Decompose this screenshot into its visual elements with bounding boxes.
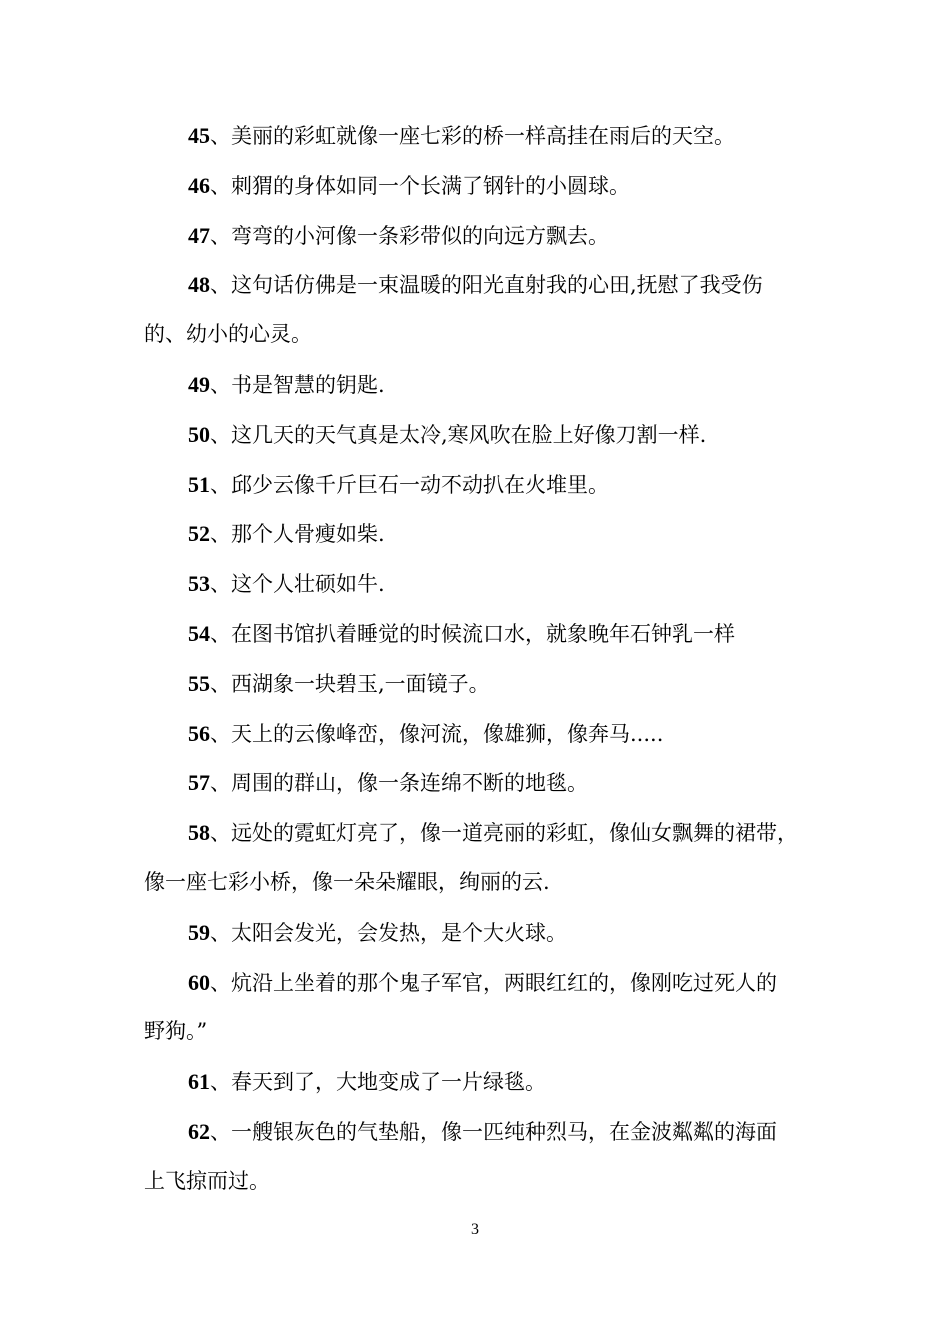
sentence-item [144,709,812,759]
sentence-text: 上飞掠而过。 [144,1168,270,1193]
sentence-item [144,1057,812,1107]
sentence-item [144,808,812,858]
sentence-number: 57 [188,770,210,796]
sentence-continuation [144,1157,812,1207]
sentence-text: 、西湖象一块碧玉,一面镜子。 [210,671,490,696]
sentence-item [144,410,812,460]
sentence-number: 53 [188,571,210,597]
sentence-text: 野狗。” [144,1019,208,1044]
sentence-number: 54 [188,620,210,646]
sentence-number: 51 [188,471,210,497]
sentence-text: 像一座七彩小桥，像一朵朵耀眼，绚丽的云. [144,869,550,894]
sentence-text: 、一艘银灰色的气垫船，像一匹纯种烈马，在金波粼粼的海面 [210,1119,777,1144]
sentence-item [144,161,812,211]
sentence-item [144,111,812,161]
sentence-number: 48 [188,272,210,298]
sentence-item [144,260,812,310]
sentence-number: 61 [188,1069,210,1095]
sentence-text: 、炕沿上坐着的那个鬼子军官，两眼红红的，像刚吃过死人的 [210,970,777,995]
sentence-text: 、周围的群山，像一条连绵不断的地毯。 [210,771,588,796]
sentence-text: 、这句话仿佛是一束温暖的阳光直射我的心田,抚慰了我受伤 [210,273,763,298]
sentence-number: 50 [188,421,210,447]
sentence-item [144,758,812,808]
sentence-text: 、天上的云像峰峦，像河流，像雄狮，像奔马..... [210,721,664,746]
sentence-number: 62 [188,1118,210,1144]
sentence-number: 55 [188,670,210,696]
sentence-number: 60 [188,969,210,995]
sentence-number: 49 [188,371,210,397]
sentence-item [144,211,812,261]
sentence-number: 45 [188,123,210,148]
sentence-text: 、在图书馆扒着睡觉的时候流口水，就象晚年石钟乳一样 [210,621,735,646]
page-number: 3 [471,1221,479,1238]
sentence-continuation [144,1007,812,1057]
sentence-text: 、远处的霓虹灯亮了，像一道亮丽的彩虹，像仙女飘舞的裙带， [210,821,798,846]
sentence-number: 47 [188,222,210,248]
sentence-item [144,460,812,510]
sentence-item [144,958,812,1008]
sentence-number: 52 [188,521,210,547]
sentence-text: 、弯弯的小河像一条彩带似的向远方飘去。 [210,223,609,248]
sentence-text: 、邱少云像千斤巨石一动不动扒在火堆里。 [210,472,609,497]
sentence-continuation [144,310,812,360]
sentence-continuation [144,858,812,908]
sentence-list [144,111,812,1207]
sentence-text: 、美丽的彩虹就像一座七彩的桥一样高挂在雨后的天空。 [210,124,735,148]
sentence-number: 59 [188,919,210,945]
sentence-text: 、这几天的天气真是太冷,寒风吹在脸上好像刀割一样. [210,422,707,447]
sentence-text: 、太阳会发光，会发热，是个大火球。 [210,920,567,945]
sentence-item [144,509,812,559]
sentence-text: 的、幼小的心灵。 [144,322,312,347]
sentence-text: 、那个人骨瘦如柴. [210,522,385,547]
sentence-item [144,908,812,958]
sentence-text: 、春天到了，大地变成了一片绿毯。 [210,1070,546,1095]
sentence-item [144,659,812,709]
sentence-number: 46 [188,172,210,198]
sentence-number: 56 [188,720,210,746]
sentence-item [144,1107,812,1157]
sentence-item [144,360,812,410]
sentence-item [144,609,812,659]
sentence-item [144,559,812,609]
sentence-text: 、书是智慧的钥匙. [210,372,385,397]
sentence-number: 58 [188,820,210,846]
sentence-text: 、这个人壮硕如牛. [210,572,385,597]
sentence-text: 、刺猬的身体如同一个长满了钢针的小圆球。 [210,173,630,198]
